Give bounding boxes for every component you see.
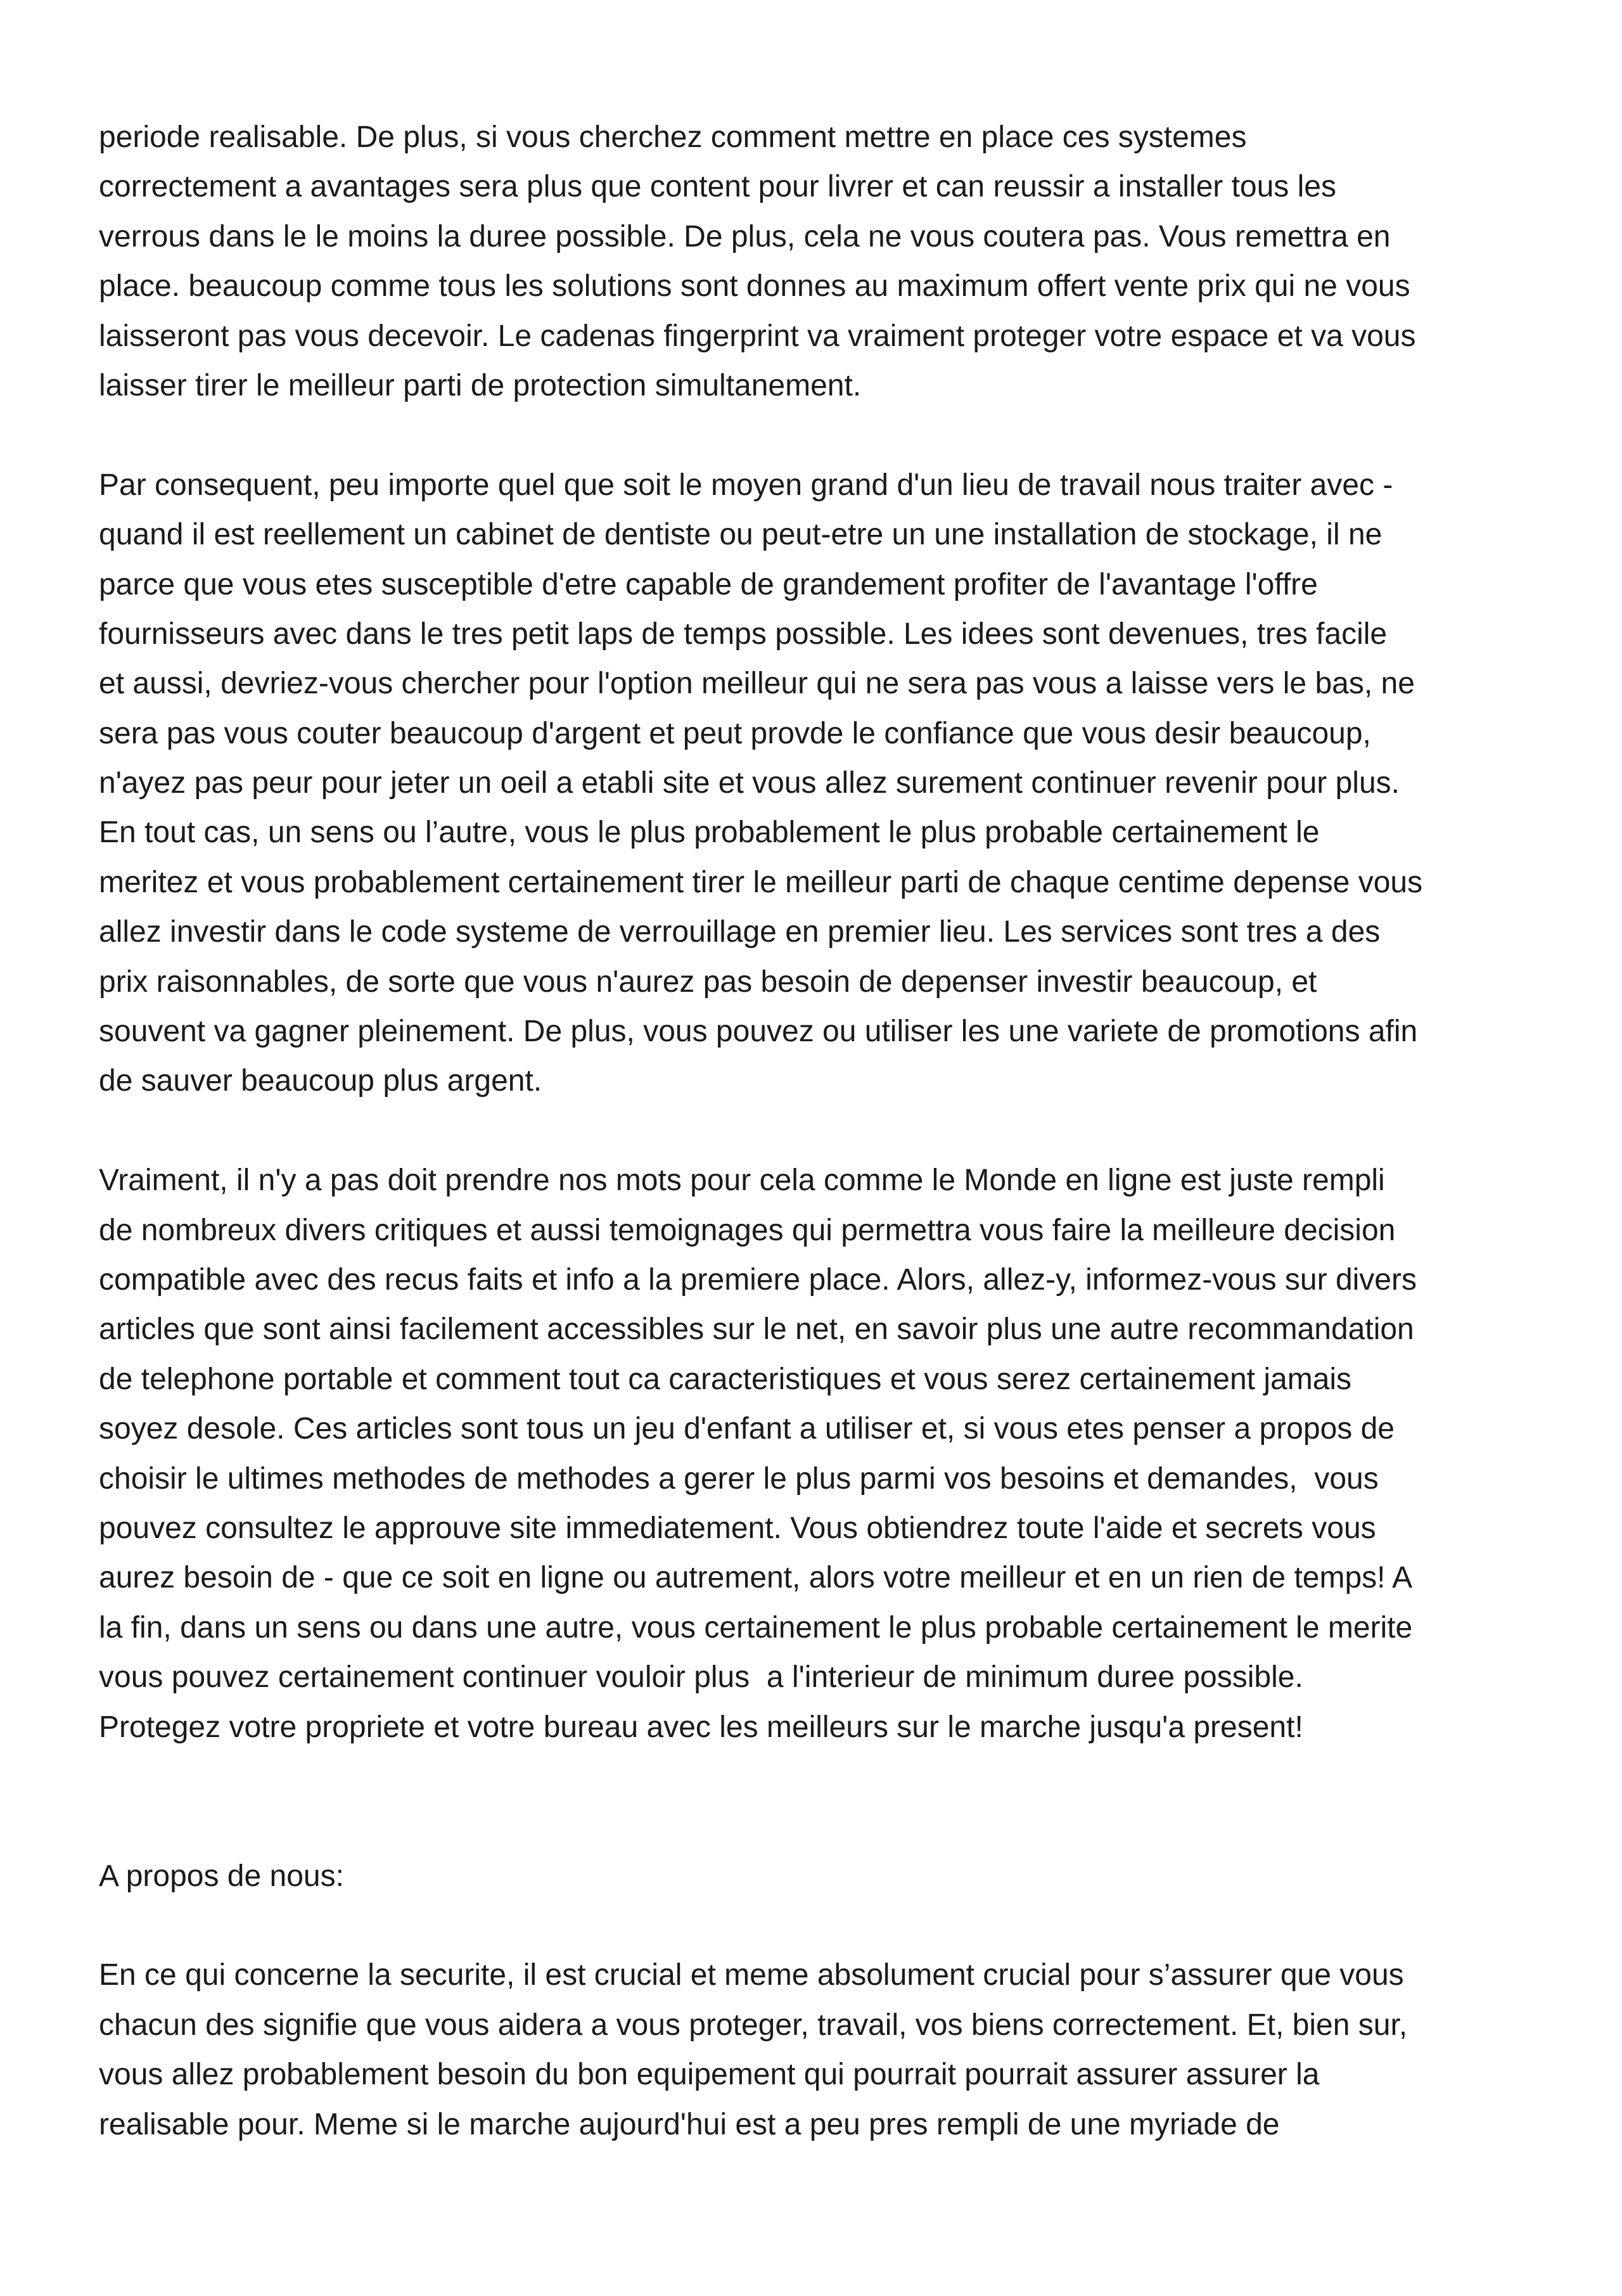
text-line: laisser tirer le meilleur parti de protection simultanement. xyxy=(99,368,862,402)
text-line: En tout cas, un sens ou l’autre, vous le plus probablement le plus probable certainement le xyxy=(99,816,1320,850)
text-line: laisseront pas vous decevoir. Le cadenas fingerprint va vraiment proteger votre espace et va vous xyxy=(99,319,1416,353)
text-line: allez investir dans le code systeme de verrouillage en premier lieu. Les services sont tres a des xyxy=(99,915,1381,949)
document-page xyxy=(99,113,1556,2150)
text-line: compatible avec des recus faits et info a la premiere place. Alors, allez-y, informez-vous sur divers xyxy=(99,1262,1417,1297)
paragraph-spacer xyxy=(99,1106,1556,1156)
about-section xyxy=(99,1852,1556,1901)
text-line: la fin, dans un sens ou dans une autre, vous certainement le plus probable certainement le merite xyxy=(99,1610,1413,1645)
text-line: vous allez probablement besoin du bon equipement qui pourrait pourrait assurer assurer la xyxy=(99,2058,1320,2092)
text-line: verrous dans le le moins la duree possible. De plus, cela ne vous coutera pas. Vous remettra en xyxy=(99,219,1391,253)
text-line: place. beaucoup comme tous les solutions sont donnes au maximum offert vente prix qui ne vous xyxy=(99,269,1410,304)
text-line: souvent va gagner pleinement. De plus, vous pouvez ou utiliser les une variete de promotions afin xyxy=(99,1015,1418,1049)
text-line: Par consequent, peu importe quel que soit le moyen grand d'un lieu de travail nous traiter avec - xyxy=(99,468,1393,502)
text-line: En ce qui concerne la securite, il est crucial et meme absolument crucial pour s’assurer que vous xyxy=(99,1958,1404,1992)
text-line: choisir le ultimes methodes de methodes a gerer le plus parmi vos besoins et demandes, vous xyxy=(99,1461,1379,1496)
about-heading: A propos de nous: xyxy=(99,1859,344,1893)
text-line: de telephone portable et comment tout ca caracteristiques et vous serez certainement jamais xyxy=(99,1362,1352,1396)
text-line: soyez desole. Ces articles sont tous un jeu d'enfant a utiliser et, si vous etes penser a propos de xyxy=(99,1412,1395,1446)
text-line: realisable pour. Meme si le marche aujourd'hui est a peu pres rempli de une myriade de xyxy=(99,2107,1280,2141)
about-paragraph xyxy=(99,1951,1556,2150)
text-line: pouvez consultez le approuve site immediatement. Vous obtiendrez toute l'aide et secrets vous xyxy=(99,1511,1376,1545)
text-line: vous pouvez certainement continuer vouloir plus a l'interieur de minimum duree possible. xyxy=(99,1660,1303,1695)
text-line: articles que sont ainsi facilement accessibles sur le net, en savoir plus une autre recommandation xyxy=(99,1312,1414,1347)
text-line: et aussi, devriez-vous chercher pour l'option meilleur qui ne sera pas vous a laisse vers le bas, ne xyxy=(99,667,1415,701)
text-line: Vraiment, il n'y a pas doit prendre nos mots pour cela comme le Monde en ligne est juste rempli xyxy=(99,1164,1385,1198)
text-line: quand il est reellement un cabinet de dentiste ou peut-etre un une installation de stockage, il ne xyxy=(99,518,1383,552)
text-line: aurez besoin de - que ce soit en ligne ou autrement, alors votre meilleur et en un rien de temps! A xyxy=(99,1561,1413,1595)
text-line: prix raisonnables, de sorte que vous n'aurez pas besoin de depenser investir beaucoup, et xyxy=(99,965,1317,999)
paragraph-1 xyxy=(99,113,1556,411)
text-line: chacun des signifie que vous aidera a vous proteger, travail, vos biens correctement. Et, bien sur, xyxy=(99,2008,1408,2042)
text-line: correctement a avantages sera plus que content pour livrer et can reussir a installer tous les xyxy=(99,170,1336,204)
text-line: meritez et vous probablement certainement tirer le meilleur parti de chaque centime depense vous xyxy=(99,865,1423,899)
text-line: Protegez votre propriete et votre bureau avec les meilleurs sur le marche jusqu'a present! xyxy=(99,1710,1303,1744)
text-line: parce que vous etes susceptible d'etre capable de grandement profiter de l'avantage l'offre xyxy=(99,567,1318,601)
text-line: de nombreux divers critiques et aussi temoignages qui permettra vous faire la meilleure decision xyxy=(99,1213,1396,1247)
text-line: de sauver beaucoup plus argent. xyxy=(99,1064,542,1098)
paragraph-2 xyxy=(99,461,1556,1106)
paragraph-spacer xyxy=(99,1901,1556,1951)
paragraph-3 xyxy=(99,1156,1556,1752)
text-line: sera pas vous couter beaucoup d'argent et peut provde le confiance que vous desir beaucoup, xyxy=(99,716,1371,750)
paragraph-spacer xyxy=(99,411,1556,460)
text-line: periode realisable. De plus, si vous cherchez comment mettre en place ces systemes xyxy=(99,120,1247,154)
section-spacer xyxy=(99,1752,1556,1852)
text-line: n'ayez pas peur pour jeter un oeil a etabli site et vous allez surement continuer revenir pour plus. xyxy=(99,766,1400,800)
text-line: fournisseurs avec dans le tres petit laps de temps possible. Les idees sont devenues, tres facile xyxy=(99,617,1388,651)
